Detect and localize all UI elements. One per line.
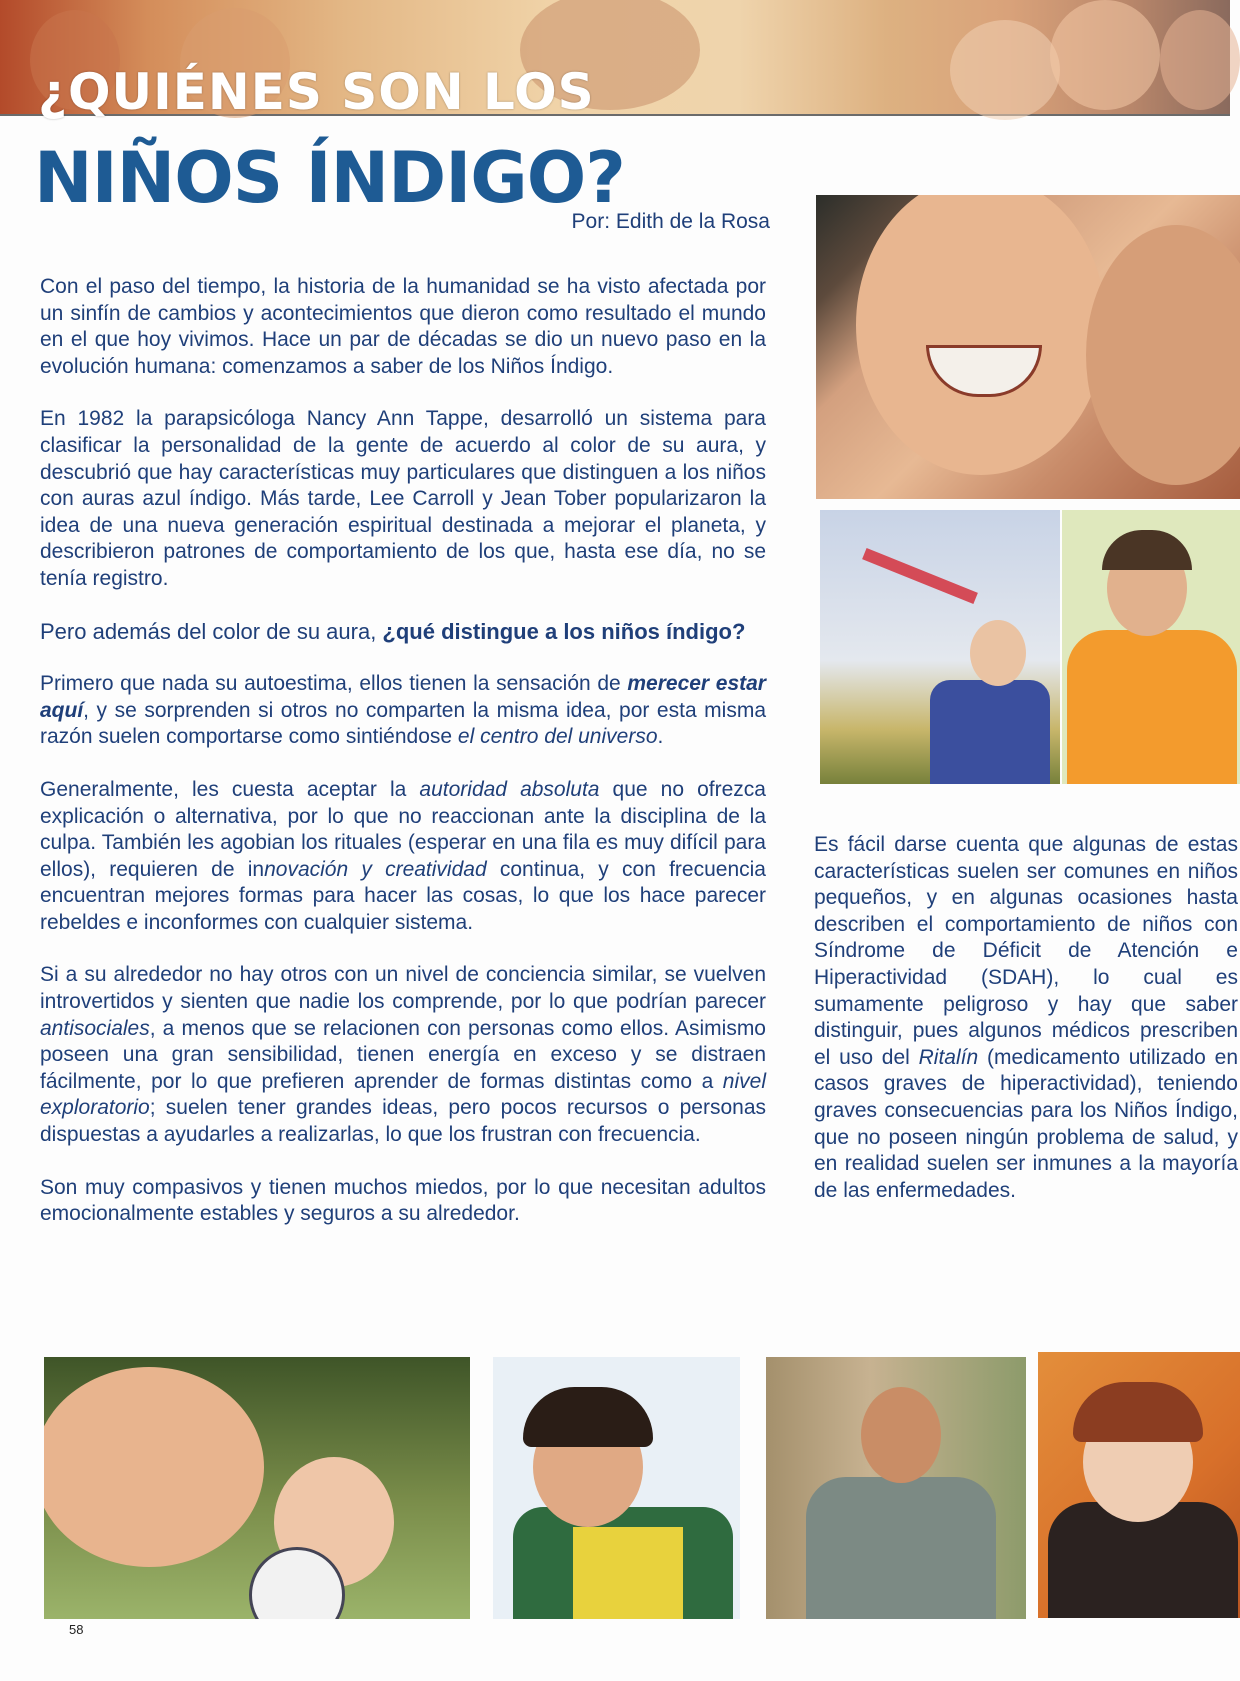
photo-boy-praying: [1062, 510, 1240, 784]
emphasis: nivel exploratorio: [40, 1069, 766, 1120]
emphasis: autoridad absoluta: [419, 777, 600, 801]
text-run: ; suelen tener grandes ideas, pero pocos recursos o personas dispuestas a ayudarles a realizarlas, lo que los frustran con frecuencia.: [40, 1096, 766, 1147]
photo-boy-thinking: [766, 1357, 1026, 1619]
paragraph-question: [40, 619, 766, 646]
child-hair: [523, 1387, 653, 1447]
emphasis: el centro del universo: [457, 725, 658, 749]
text-run: Es fácil darse cuenta que algunas de estas características suelen ser comunes en niños pequeños, y en algunas ocasiones hasta describen el comportamiento de niños con Síndrome de Déficit de Atención e Hiperactividad (SDAH), lo cual es sumamente peligroso y hay que saber distinguir, pues algunos médicos prescriben el uso del: [814, 833, 1238, 1069]
paragraph: [814, 832, 1238, 1204]
text-run: que no ofrezca explicación o alternativa, por lo que no reaccionan ante la disciplina de la culpa. También les agobian los rituales (esperar en una fila es muy difícil para ellos), requieren de in: [40, 777, 766, 881]
paragraph: [40, 777, 766, 937]
paragraph: En 1982 la parapsicóloga Nancy Ann Tappe, desarrolló un sistema para clasificar la personalidad de la gente de acuerdo al color de su aura, y descubrió que hay características muy particulares que distinguen a los niños con auras azul índigo. Más tarde, Lee Carroll y Jean Tober popularizaron la idea de una nueva generación espiritual destinada a mejorar el planeta, y describieron patrones de comportamiento de los que, hasta ese día, no se tenía registro.: [40, 407, 766, 590]
child-face: [1086, 225, 1240, 485]
photo-laughing-children: [816, 195, 1240, 499]
child-hair: [1102, 530, 1192, 570]
byline: Por: Edith de la Rosa: [571, 210, 770, 233]
child-shirt: [573, 1527, 683, 1619]
child-shirt: [806, 1477, 996, 1619]
text-run: (medicamento utilizado en casos graves de hiperactividad), teniendo graves consecuencias para los Niños Índigo, que no poseen ningún problema de salud, y en realidad suelen ser inmunes a la mayoría de las enfermedades.: [814, 1045, 1239, 1202]
child-face: [970, 620, 1026, 686]
paragraph: Con el paso del tiempo, la historia de la humanidad se ha visto afectada por un sinfín de cambios y acontecimientos que dieron como resultado el mundo en el que hoy vivimos. Hace un par de décadas se dio un nuevo paso en la evolución humana: comenzamos a saber de los Niños Índigo.: [40, 275, 766, 378]
text-run: continua, y con frecuencia encuentran mejores formas para hacer las cosas, lo que los hace parecer rebeldes e inconformes con cualquier sistema.: [40, 857, 766, 934]
article-main-column: [40, 274, 766, 1254]
page-number: 58: [69, 1622, 84, 1637]
emphasis: novación y creatividad: [264, 857, 487, 881]
banner-child-face: [1160, 10, 1240, 110]
banner-child-face: [950, 20, 1060, 120]
text-run: .: [657, 725, 664, 749]
paragraph: Son muy compasivos y tienen muchos miedos, por lo que necesitan adultos emocionalmente estables y seguros a su alrededor.: [40, 1175, 766, 1226]
text-run: Si a su alrededor no hay otros con un nivel de conciencia similar, se vuelven introvertidos y sienten que nadie los comprende, por lo que podrían parecer: [40, 963, 766, 1014]
photo-children-soccer: [44, 1357, 470, 1619]
question-lead: Pero además del color de su aura,: [40, 618, 383, 644]
child-face: [856, 195, 1106, 475]
toy-airplane: [862, 548, 978, 604]
title-line-1: ¿QUIÉNES SON LOS: [38, 63, 595, 121]
photo-girl-portrait: [1038, 1352, 1240, 1618]
title-line-2: NIÑOS ÍNDIGO?: [34, 137, 625, 219]
banner-child-face: [1050, 0, 1160, 110]
emphasis: Ritalín: [918, 1045, 979, 1069]
text-run: , a menos que se relacionen con personas como ellos. Asimismo poseen una gran sensibilidad, tienen energía en exceso y se distraen fácilmente, por lo que prefieren aprender de formas distintas como a: [40, 1016, 766, 1093]
child-shirt: [930, 680, 1050, 784]
photo-boy-gesturing: [493, 1357, 740, 1619]
emphasis: antisociales: [40, 1016, 150, 1040]
paragraph: [40, 962, 766, 1148]
paragraph: [40, 671, 766, 751]
text-run: Primero que nada su autoestima, ellos tienen la sensación de: [40, 672, 628, 696]
child-hair: [1073, 1382, 1203, 1442]
child-shirt: [1067, 630, 1237, 784]
text-run: , y se sorprenden si otros no comparten la misma idea, por esta misma razón suelen comportarse como sintiéndose: [40, 698, 766, 749]
child-face: [861, 1387, 941, 1483]
question-highlight: ¿qué distingue a los niños índigo?: [382, 618, 746, 644]
article-side-column: [814, 832, 1238, 1204]
text-run: Generalmente, les cuesta aceptar la: [40, 777, 420, 801]
photo-boy-airplane: [820, 510, 1060, 784]
child-face: [44, 1367, 264, 1567]
emphasis-bold: merecer estar aquí: [40, 672, 766, 722]
